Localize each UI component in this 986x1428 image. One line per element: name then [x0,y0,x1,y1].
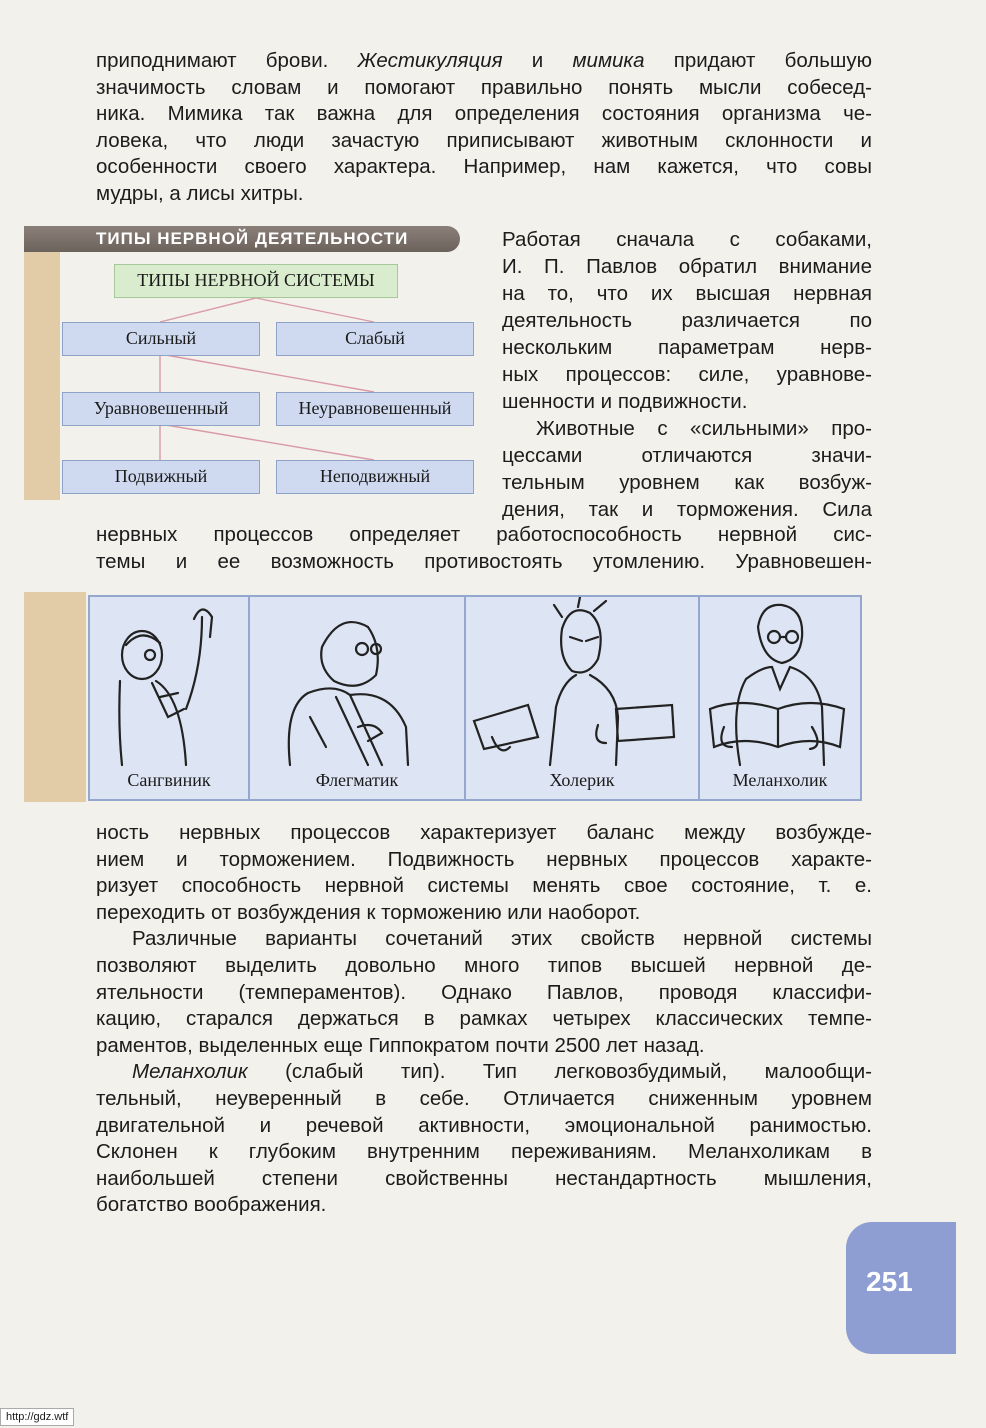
text-line: Работая сначала с собаками, [502,228,872,251]
text-line: ятельности (темпераментов). Однако Павлов, проводя классифи- [96,980,872,1004]
choleric-figure-icon [466,597,698,767]
temperament-cell-choleric [466,597,700,799]
body-text [96,820,872,1219]
intro-line-1-start: приподнимают брови. [96,49,358,72]
diagram-box-balanced: Уравновешенный [62,392,260,426]
text-line: раментов, выделенных еще Гиппократом почти 2500 лет назад. [96,1033,705,1057]
text-line: Склонен к глубоким внутренним переживаниям. Меланхоликам в [96,1140,872,1164]
phlegmatic-figure-icon [250,597,464,767]
diagram-root-box: ТИПЫ НЕРВНОЙ СИСТЕМЫ [114,264,398,298]
sanguine-figure-icon [90,597,248,767]
text-line: кацию, старался держаться в рамках четырех классических темпе- [96,1007,872,1031]
watermark-link[interactable]: http://gdz.wtf [0,1408,74,1426]
text-line: двигательной и речевой активности, эмоциональной ранимостью. [96,1113,872,1137]
text-line [96,1059,872,1086]
text-line: И. П. Павлов обратил внимание [502,255,872,278]
emphasis-gesture: Жестикуляция [357,49,503,72]
text-line: дения, так и торможения. Сила [502,498,872,521]
temperament-cell-phlegmatic [250,597,466,799]
diagram-box-unbalanced: Неуравновешенный [276,392,474,426]
temperament-cell-sanguine [90,597,250,799]
text-line: мудры, а лисы хитры. [96,181,304,205]
temperament-label-phlegmatic: Флегматик [315,770,399,790]
text-line: позволяют выделить довольно много типов высшей нервной де- [96,953,872,977]
emphasis-melancholic: Меланхолик [132,1060,248,1084]
text-line: ника. Мимика так важна для определения состояния организма че- [96,102,872,126]
section-title-banner: ТИПЫ НЕРВНОЙ ДЕЯТЕЛЬНОСТИ [24,226,460,252]
diagram-box-mobile: Подвижный [62,460,260,494]
text-line: тельный, неуверенный в себе. Отличается сниженным уровнем [96,1086,872,1110]
text-line: наибольшей степени свойственны нестандартность мышления, [96,1166,872,1190]
temperament-cell-melancholic [700,597,860,799]
temperament-illustration-panel [88,595,862,801]
melancholic-line-rest: (слабый тип). Тип легковозбудимый, малообщи- [285,1060,872,1084]
text-line: темы и ее возможность противостоять утомлению. Уравновешен- [96,549,872,573]
text-line: цессами отличаются значи- [502,444,872,467]
temperament-label-choleric: Холерик [549,770,615,790]
strength-paragraph [96,522,872,575]
emphasis-mimic: мимика [572,49,645,72]
temperament-label-sanguine: Сангвиник [127,770,211,790]
text-line: тельным уровнем как возбуж- [502,471,872,494]
text-line: богатство воображения. [96,1193,327,1217]
tan-strip-middle [24,592,86,802]
text-line: ных процессов: силе, уравнове- [502,363,872,386]
diagram-box-weak: Слабый [276,322,474,356]
melancholic-figure-icon [700,597,858,767]
text-line: значимость словам и помогают правильно понять мысли собесед- [96,75,872,99]
text-line: ризует способность нервной системы менять свое состояние, т. е. [96,874,872,898]
intro-line-1-mid: и [502,49,573,72]
text-line: нервных процессов определяет работоспособность нервной сис- [96,523,872,546]
text-line: особенности своего характера. Например, нам кажется, что совы [96,155,872,179]
text-line: переходить от возбуждения к торможению или наоборот. [96,900,641,924]
text-line: Животные с «сильными» про- [536,417,872,440]
text-line: ность нервных процессов характеризует баланс между возбужде- [96,821,872,844]
text-line: шенности и подвижности. [502,390,748,413]
diagram-box-immobile: Неподвижный [276,460,474,494]
text-line: ловека, что люди зачастую приписывают животным склонности и [96,128,872,152]
text-line: нескольким параметрам нерв- [502,336,872,359]
page-number: 251 [866,1266,913,1297]
text-line: на то, что их высшая нервная [502,282,872,305]
text-line: деятельность различается по [502,309,872,332]
text-line: нием и торможением. Подвижность нервных процессов характе- [96,847,872,871]
temperament-label-melancholic: Меланхолик [732,770,828,790]
text-line: Различные варианты сочетаний этих свойств нервной системы [132,927,872,951]
side-column-text [502,226,872,523]
intro-line-1-end: придают большую [644,49,872,72]
diagram-box-strong: Сильный [62,322,260,356]
